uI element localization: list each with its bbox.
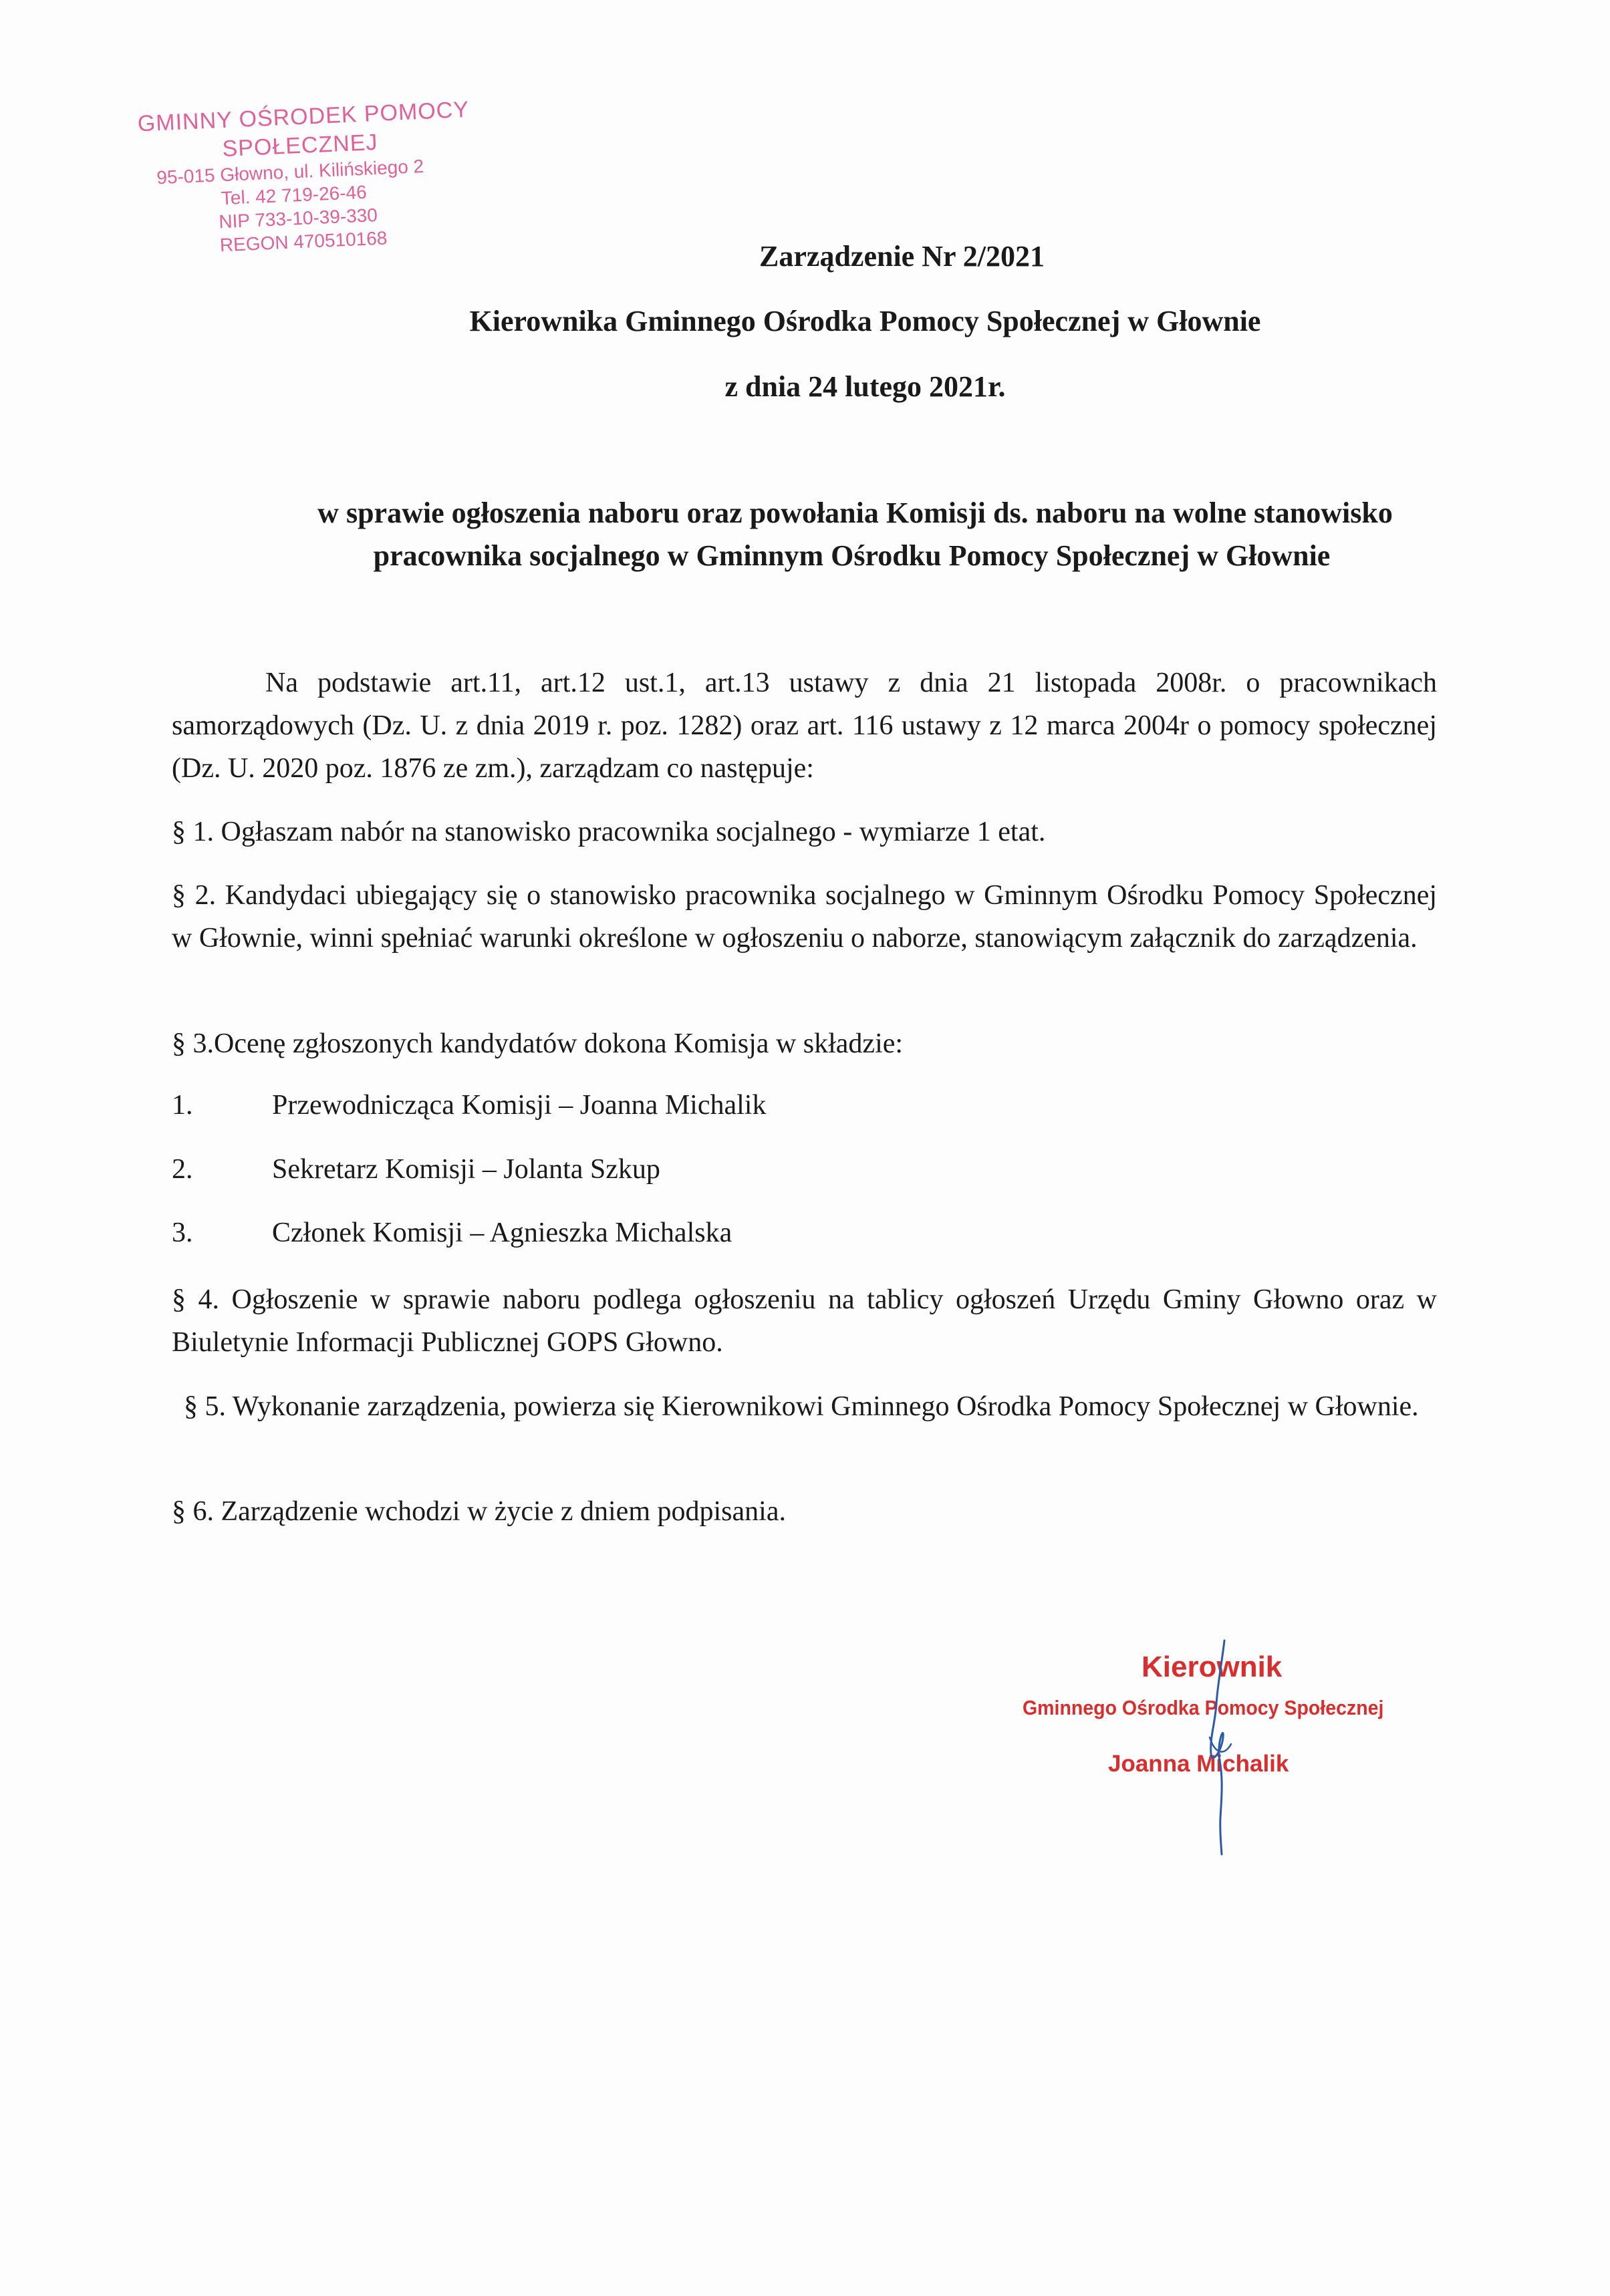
signature-org: Gminnego Ośrodka Pomocy Społecznej [1023,1696,1384,1719]
signature-name: Joanna Michalik [1108,1751,1289,1777]
list-text: Sekretarz Komisji – Jolanta Szkup [272,1154,660,1185]
subject-line-2: pracownika socjalnego w Gminnym Ośrodku Pomocy Społecznej w Głownie [373,539,1331,572]
list-text: Członek Komisji – Agnieszka Michalska [272,1217,732,1248]
issuer-title: Kierownika Gminnego Ośrodka Pomocy Społecznej w Głownie [469,305,1261,337]
section-3: § 3.Ocenę zgłoszonych kandydatów dokona Komisja w składzie: [172,1028,904,1059]
stamp-line-regon: REGON 470510168 [219,227,388,256]
institution-stamp [130,94,511,261]
document-date: z dnia 24 lutego 2021r. [724,370,1006,403]
committee-member [172,1084,766,1127]
section-4: § 4. Ogłoszenie w sprawie naboru podlega ogłoszeniu na tablicy ogłoszeń Urzędu Gminy Głowno oraz w Biuletynie Informacji Publicznej GOPS Głowno. [172,1284,1437,1358]
list-text: Przewodnicząca Komisji – Joanna Michalik [272,1090,767,1121]
section-6: § 6. Zarządzenie wchodzi w życie z dniem podpisania. [172,1496,786,1527]
stamp-line-phone: Tel. 42 719-26-46 [221,181,368,209]
stamp-line-name-cont: SPOŁECZNEJ [221,129,379,162]
stamp-line-name: GMINNY OŚRODEK POMOCY [137,96,470,137]
section-2: § 2. Kandydaci ubiegający się o stanowisko pracownika socjalnego w Gminnym Ośrodku Pomocy Społecznej w Głownie, winni spełniać warunki określone w ogłoszeniu o naborze, stanowiącym załącznik do zarządzenia. [172,880,1437,954]
list-number: 3. [172,1217,193,1248]
section-5: § 5. Wykonanie zarządzenia, powierza się Kierownikowi Gminnego Ośrodka Pomocy Społecznej w Głownie. [184,1391,1419,1422]
stamp-line-address: 95-015 Głowno, ul. Kilińskiego 2 [156,155,424,188]
handwritten-signature [1183,1637,1263,1858]
list-number: 2. [172,1154,193,1185]
document-number: Zarządzenie Nr 2/2021 [759,240,1045,273]
committee-member [172,1148,660,1191]
committee-member [172,1211,732,1254]
signature-title: Kierownik [1142,1651,1283,1683]
stamp-line-nip: NIP 733-10-39-330 [218,204,378,233]
list-number: 1. [172,1090,193,1121]
section-1: § 1. Ogłaszam nabór na stanowisko pracownika socjalnego - wymiarze 1 etat. [172,817,1046,847]
subject-line-1: w sprawie ogłoszenia naboru oraz powołania Komisji ds. naboru na wolne stanowisko [317,496,1393,529]
legal-basis-paragraph: Na podstawie art.11, art.12 ust.1, art.13 ustawy z dnia 21 listopada 2008r. o pracownikach samorządowych (Dz. U. z dnia 2019 r. poz. 1282) oraz art. 116 ustawy z 12 marca 2004r o pomocy społecznej (Dz. U. 2020 poz. 1876 ze zm.), zarządzam co następuje: [172,668,1437,784]
